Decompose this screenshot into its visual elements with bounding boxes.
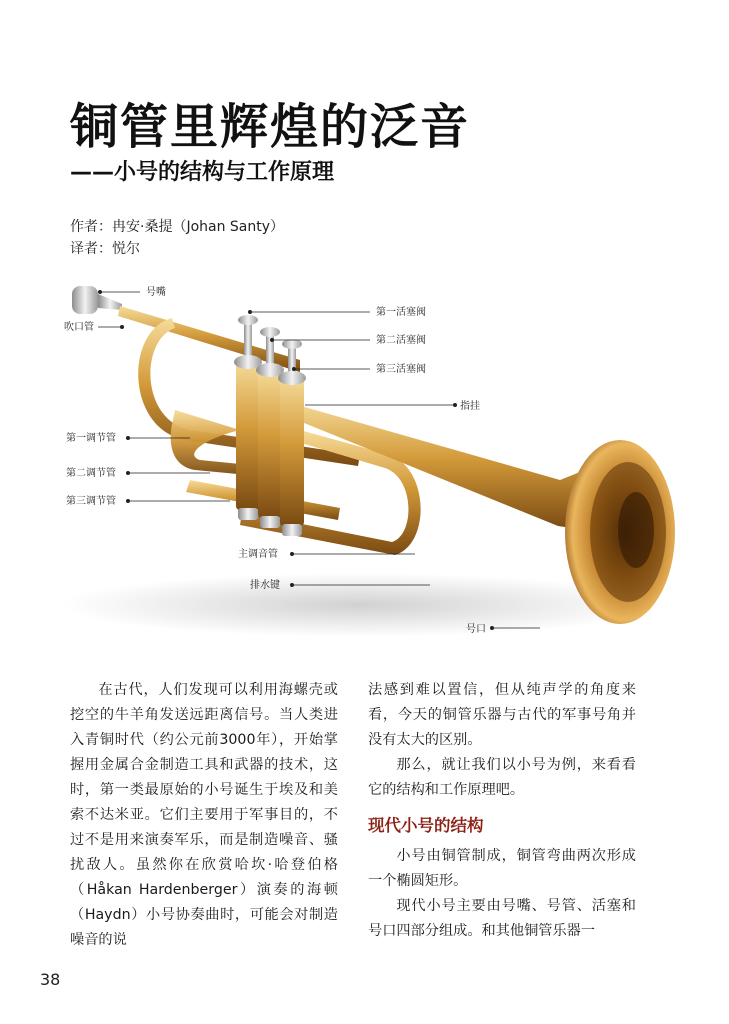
- body-paragraph: 小号由铜管制成，铜管弯曲两次形成一个椭圆矩形。: [368, 848, 636, 889]
- label-bell: 号口: [466, 624, 486, 635]
- body-paragraph-continued: 法感到难以置信，但从纯声学的角度来看，今天的铜管乐器与古代的军事号角并没有太大的区别。: [368, 682, 636, 748]
- author-line: 作者：冉安·桑提（Johan Santy）: [70, 219, 285, 235]
- body-paragraph: 现代小号主要由号嘴、号管、活塞和号口四部分组成。和其他铜管乐器一: [368, 898, 636, 939]
- valve-casings: [236, 360, 304, 536]
- page-number: 38: [40, 970, 61, 989]
- body-left-column: [70, 678, 338, 953]
- label-main-slide: 主调音管: [238, 549, 278, 560]
- label-leadpipe: 吹口管: [64, 322, 94, 333]
- label-slide2: 第二调节管: [66, 468, 116, 479]
- label-valve1: 第一活塞阀: [376, 307, 426, 318]
- body-right-column: [368, 678, 636, 944]
- trumpet-figure: [0, 280, 729, 650]
- body-paragraph: 在古代，人们发现可以利用海螺壳或挖空的牛羊角发送远距离信号。当人类进入青铜时代（约公元前3000年），开始掌握用金属合金制造工具和武器的技术，这时，第一类最原始的小号诞生于埃及和美索不达米亚。它们主要用于军事目的，不过不是用来演奏军乐，而是制造噪音、骚扰敌人。虽然你在欣赏哈坎·哈登伯格（Håkan Hardenberger）演奏的海顿（Haydn）小号协奏曲时，可能会对制造噪音的说: [70, 682, 338, 948]
- shadow-shape: [60, 573, 660, 637]
- label-mouthpiece: 号嘴: [146, 287, 166, 298]
- label-valve2: 第二活塞阀: [376, 335, 426, 346]
- label-slide3: 第三调节管: [66, 496, 116, 507]
- translator-line: 译者：悦尔: [70, 241, 140, 257]
- label-slide1: 第一调节管: [66, 433, 116, 444]
- label-water-key: 排水键: [250, 580, 280, 591]
- label-valve3: 第三活塞阀: [376, 364, 426, 375]
- label-finger-ring: 指挂: [460, 401, 480, 412]
- section-heading: 现代小号的结构: [368, 816, 484, 835]
- mouthpiece-shape: [72, 286, 122, 314]
- body-paragraph: 那么，就让我们以小号为例，来看看它的结构和工作原理吧。: [368, 757, 636, 798]
- trumpet-diagram: [0, 280, 729, 650]
- article-title: 铜管里辉煌的泛音: [70, 99, 471, 155]
- article-subtitle: ——小号的结构与工作原理: [70, 160, 335, 185]
